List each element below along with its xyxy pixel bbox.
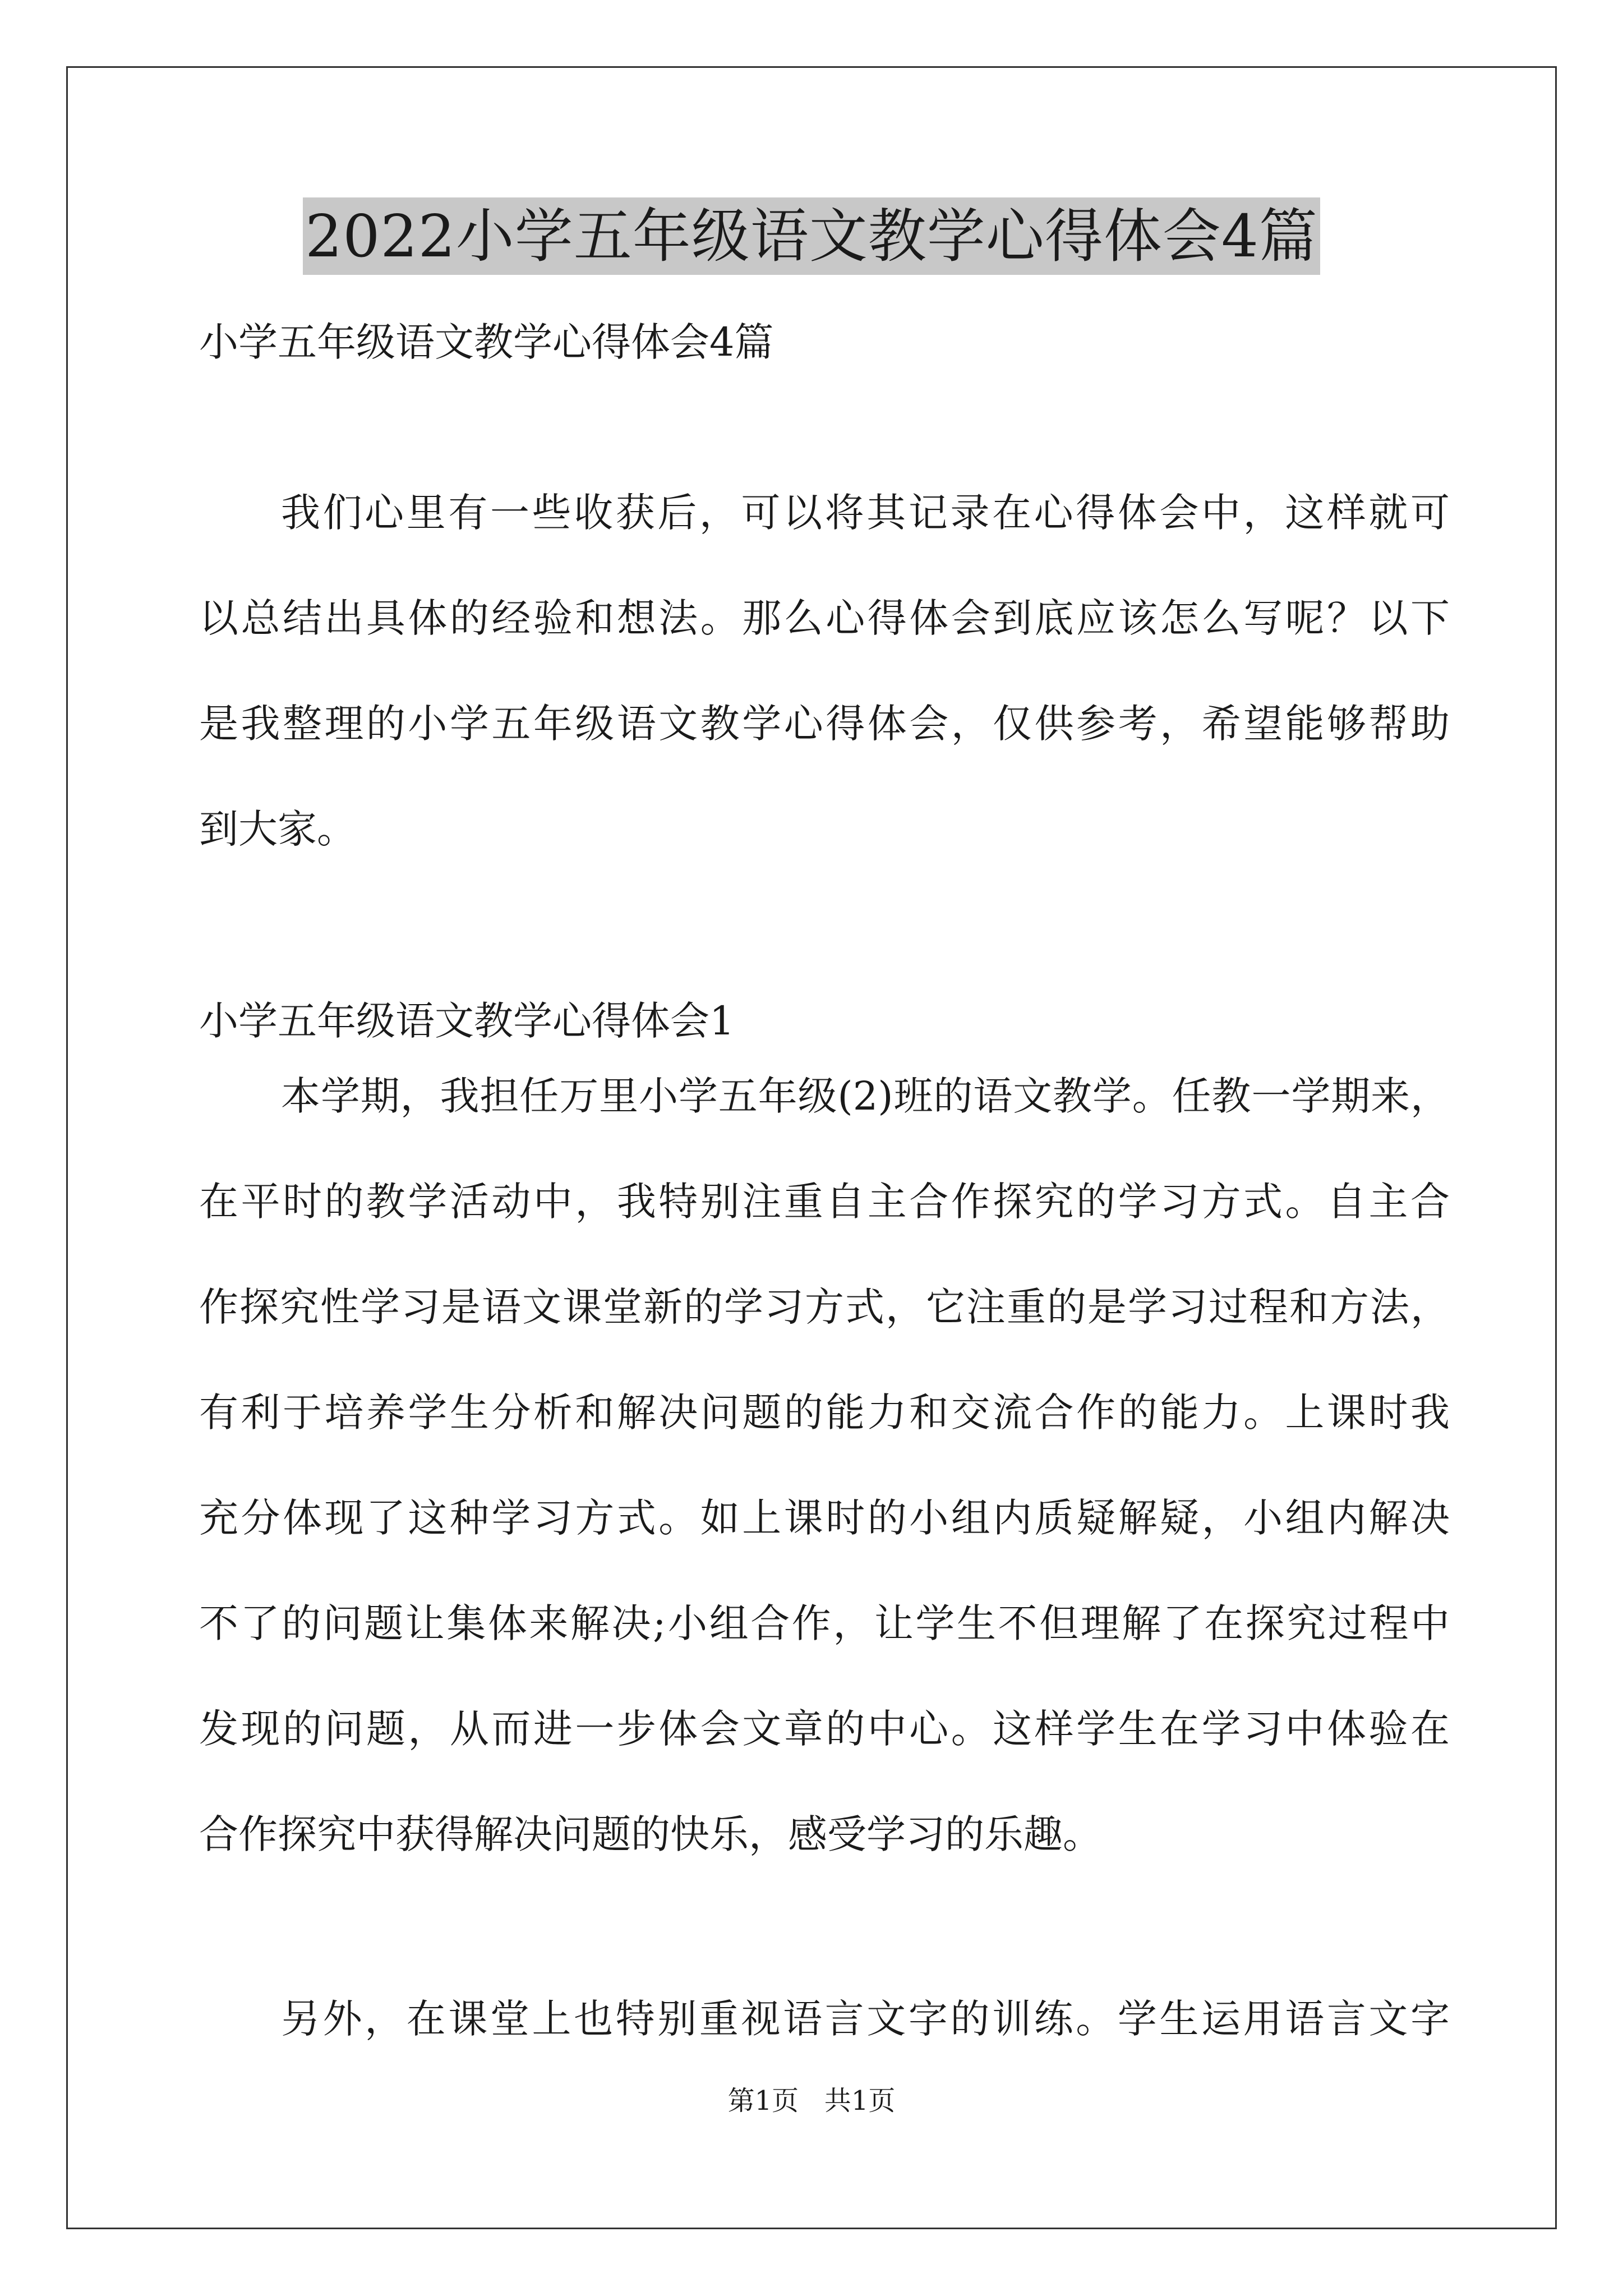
document-subtitle: 小学五年级语文教学心得体会4篇 xyxy=(199,319,774,365)
paragraph-line: 我们心里有一些收获后，可以将其记录在心得体会中，这样就可 xyxy=(281,490,1450,536)
paragraph-line: 有利于培养学生分析和解决问题的能力和交流合作的能力。上课时我 xyxy=(199,1389,1450,1435)
body-paragraph-2 xyxy=(199,1966,1450,2072)
body-paragraph-1 xyxy=(199,1043,1450,1887)
paragraph-line: 是我整理的小学五年级语文教学心得体会，仅供参考，希望能够帮助 xyxy=(199,701,1450,747)
paragraph-line: 到大家。 xyxy=(199,806,356,852)
paragraph-line: 本学期，我担任万里小学五年级(2)班的语文教学。任教一学期来， xyxy=(281,1073,1450,1119)
paragraph-line: 合作探究中获得解决问题的快乐，感受学习的乐趣。 xyxy=(199,1811,1102,1857)
title-container xyxy=(0,197,1623,275)
paragraph-line: 另外，在课堂上也特别重视语言文字的训练。学生运用语言文字 xyxy=(281,1996,1450,2042)
intro-paragraph xyxy=(199,460,1450,882)
section-heading: 小学五年级语文教学心得体会1 xyxy=(199,998,735,1044)
paragraph-line: 在平时的教学活动中，我特别注重自主合作探究的学习方式。自主合 xyxy=(199,1179,1450,1225)
paragraph-line: 不了的问题让集体来解决;小组合作，让学生不但理解了在探究过程中 xyxy=(199,1600,1450,1646)
page-footer: 第1页 共1页 xyxy=(727,2085,896,2116)
paragraph-line: 发现的问题，从而进一步体会文章的中心。这样学生在学习中体验在 xyxy=(199,1706,1450,1752)
paragraph-line: 充分体现了这种学习方式。如上课时的小组内质疑解疑，小组内解决 xyxy=(199,1495,1450,1541)
paragraph-line: 以总结出具体的经验和想法。那么心得体会到底应该怎么写呢？以下 xyxy=(199,595,1450,641)
paragraph-line: 作探究性学习是语文课堂新的学习方式，它注重的是学习过程和方法， xyxy=(199,1284,1450,1330)
document-title: 2022小学五年级语文教学心得体会4篇 xyxy=(303,197,1320,275)
